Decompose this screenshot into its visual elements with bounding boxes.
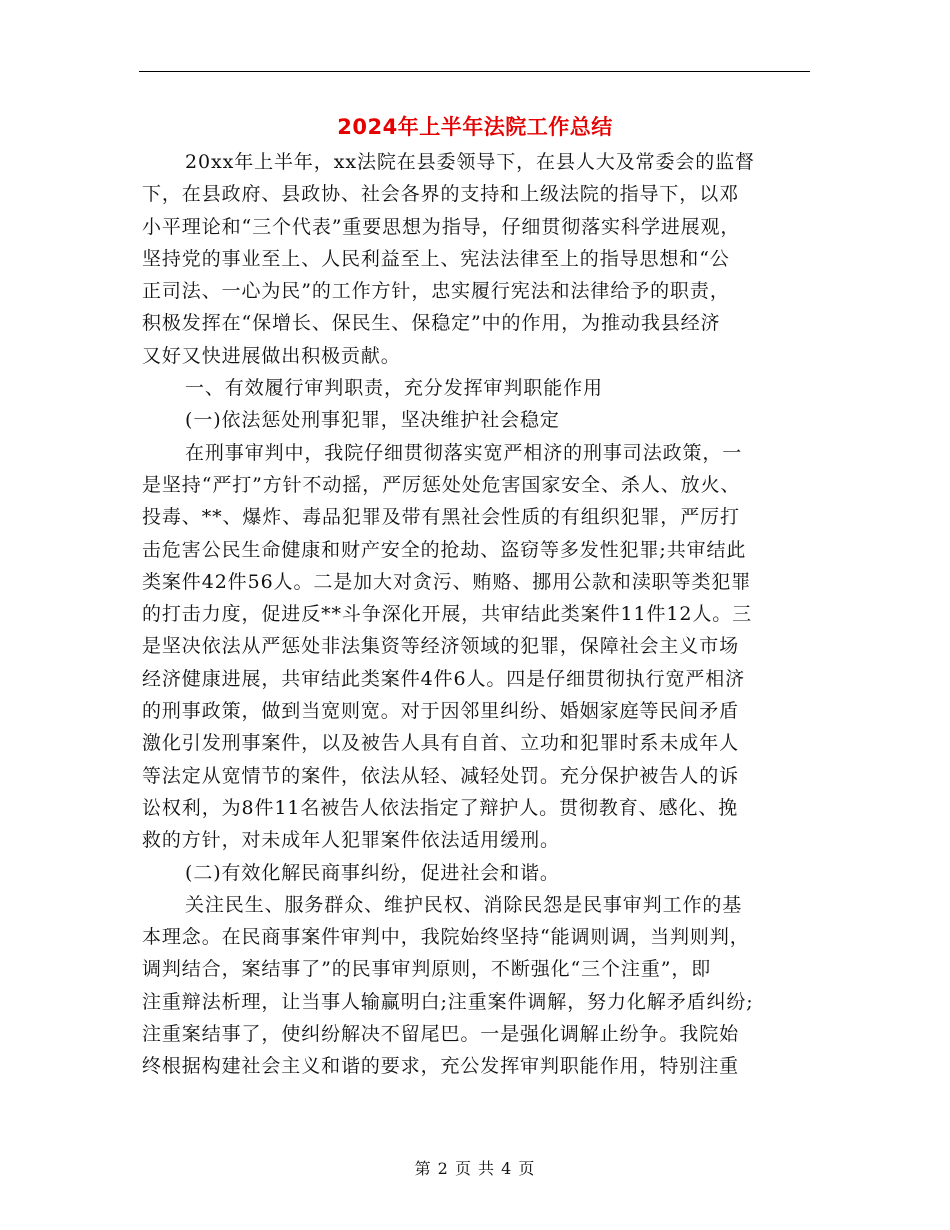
body-text-line: 投毒、**、爆炸、毒品犯罪及带有黑社会性质的有组织犯罪，严厉打: [142, 506, 740, 529]
body-text-line: 积极发挥在“保增长、保民生、保稳定”中的作用，为推动我县经济: [142, 312, 721, 335]
body-text-line: 类案件42件56人。二是加大对贪污、贿赂、挪用公款和渎职等类犯罪: [142, 570, 752, 593]
body-text-line: 小平理论和“三个代表”重要思想为指导，仔细贯彻落实科学进展观，: [142, 215, 741, 238]
body-text-line: 经济健康进展，共审结此类案件4件6人。四是仔细贯彻执行宽严相济: [142, 667, 746, 690]
body-text-line: 在刑事审判中，我院仔细贯彻落实宽严相济的刑事司法政策，一: [185, 441, 743, 464]
page-footer: 第 2 页 共 4 页: [414, 1159, 536, 1178]
body-text-line: 正司法、一心为民”的工作方针，忠实履行宪法和法律给予的职责，: [142, 280, 730, 303]
document-body: [142, 146, 810, 1083]
body-text-line: 是坚持“严打”方针不动摇，严厉惩处处危害国家安全、杀人、放火、: [142, 473, 741, 496]
body-text-line: 本理念。在民商事案件审判中，我院始终坚持“能调则调，当判则判，: [142, 926, 750, 949]
body-text-line: 终根据构建社会主义和谐的要求，充公发挥审判职能作用，特别注重: [142, 1055, 740, 1078]
body-text-line: 击危害公民生命健康和财产安全的抢劫、盗窃等多发性犯罪;共审结此: [142, 538, 747, 561]
body-text-line: 激化引发刑事案件，以及被告人具有自首、立功和犯罪时系未成年人: [142, 732, 740, 755]
body-text-line: 讼权利，为8件11名被告人依法指定了辩护人。贯彻教育、感化、挽: [142, 796, 739, 819]
body-text-line: 是坚决依法从严惩处非法集资等经济领域的犯罪，保障社会主义市场: [142, 635, 740, 658]
body-text-line: 又好又快进展做出积极贡献。: [142, 344, 401, 367]
body-text-line: 关注民生、服务群众、维护民权、消除民怨是民事审判工作的基: [185, 893, 743, 916]
body-text-line: 注重辩法析理，让当事人输赢明白;注重案件调解，努力化解矛盾纠纷;: [142, 990, 754, 1013]
body-text-line: (二)有效化解民商事纠纷，促进社会和谐。: [185, 861, 560, 884]
body-text-line: 坚持党的事业至上、人民利益至上、宪法法律至上的指导思想和“公: [142, 247, 730, 270]
body-text-line: 20xx年上半年，xx法院在县委领导下，在县人大及常委会的监督: [185, 151, 755, 173]
header-rule: [139, 71, 810, 72]
body-text-line: 调判结合，案结事了”的民事审判原则，不断强化“三个注重”，即: [142, 958, 712, 981]
body-text-line: 救的方针，对未成年人犯罪案件依法适用缓刑。: [142, 829, 560, 852]
body-text-line: 等法定从宽情节的案件，依法从轻、减轻处罚。充分保护被告人的诉: [142, 764, 740, 787]
body-text-line: 下，在县政府、县政协、社会各界的支持和上级法院的指导下，以邓: [142, 183, 740, 206]
document-title: 2024年上半年法院工作总结: [337, 115, 613, 139]
body-text-line: 的打击力度，促进反**斗争深化开展，共审结此类案件11件12人。三: [142, 603, 753, 626]
body-text-line: 一、有效履行审判职责，充分发挥审判职能作用: [185, 377, 603, 400]
body-text-line: 注重案结事了，使纠纷解决不留尾巴。一是强化调解止纷争。我院始: [142, 1023, 740, 1046]
body-text-line: 的刑事政策，做到当宽则宽。对于因邻里纠纷、婚姻家庭等民间矛盾: [142, 700, 740, 723]
body-text-line: (一)依法惩处刑事犯罪，坚决维护社会稳定: [185, 409, 560, 432]
